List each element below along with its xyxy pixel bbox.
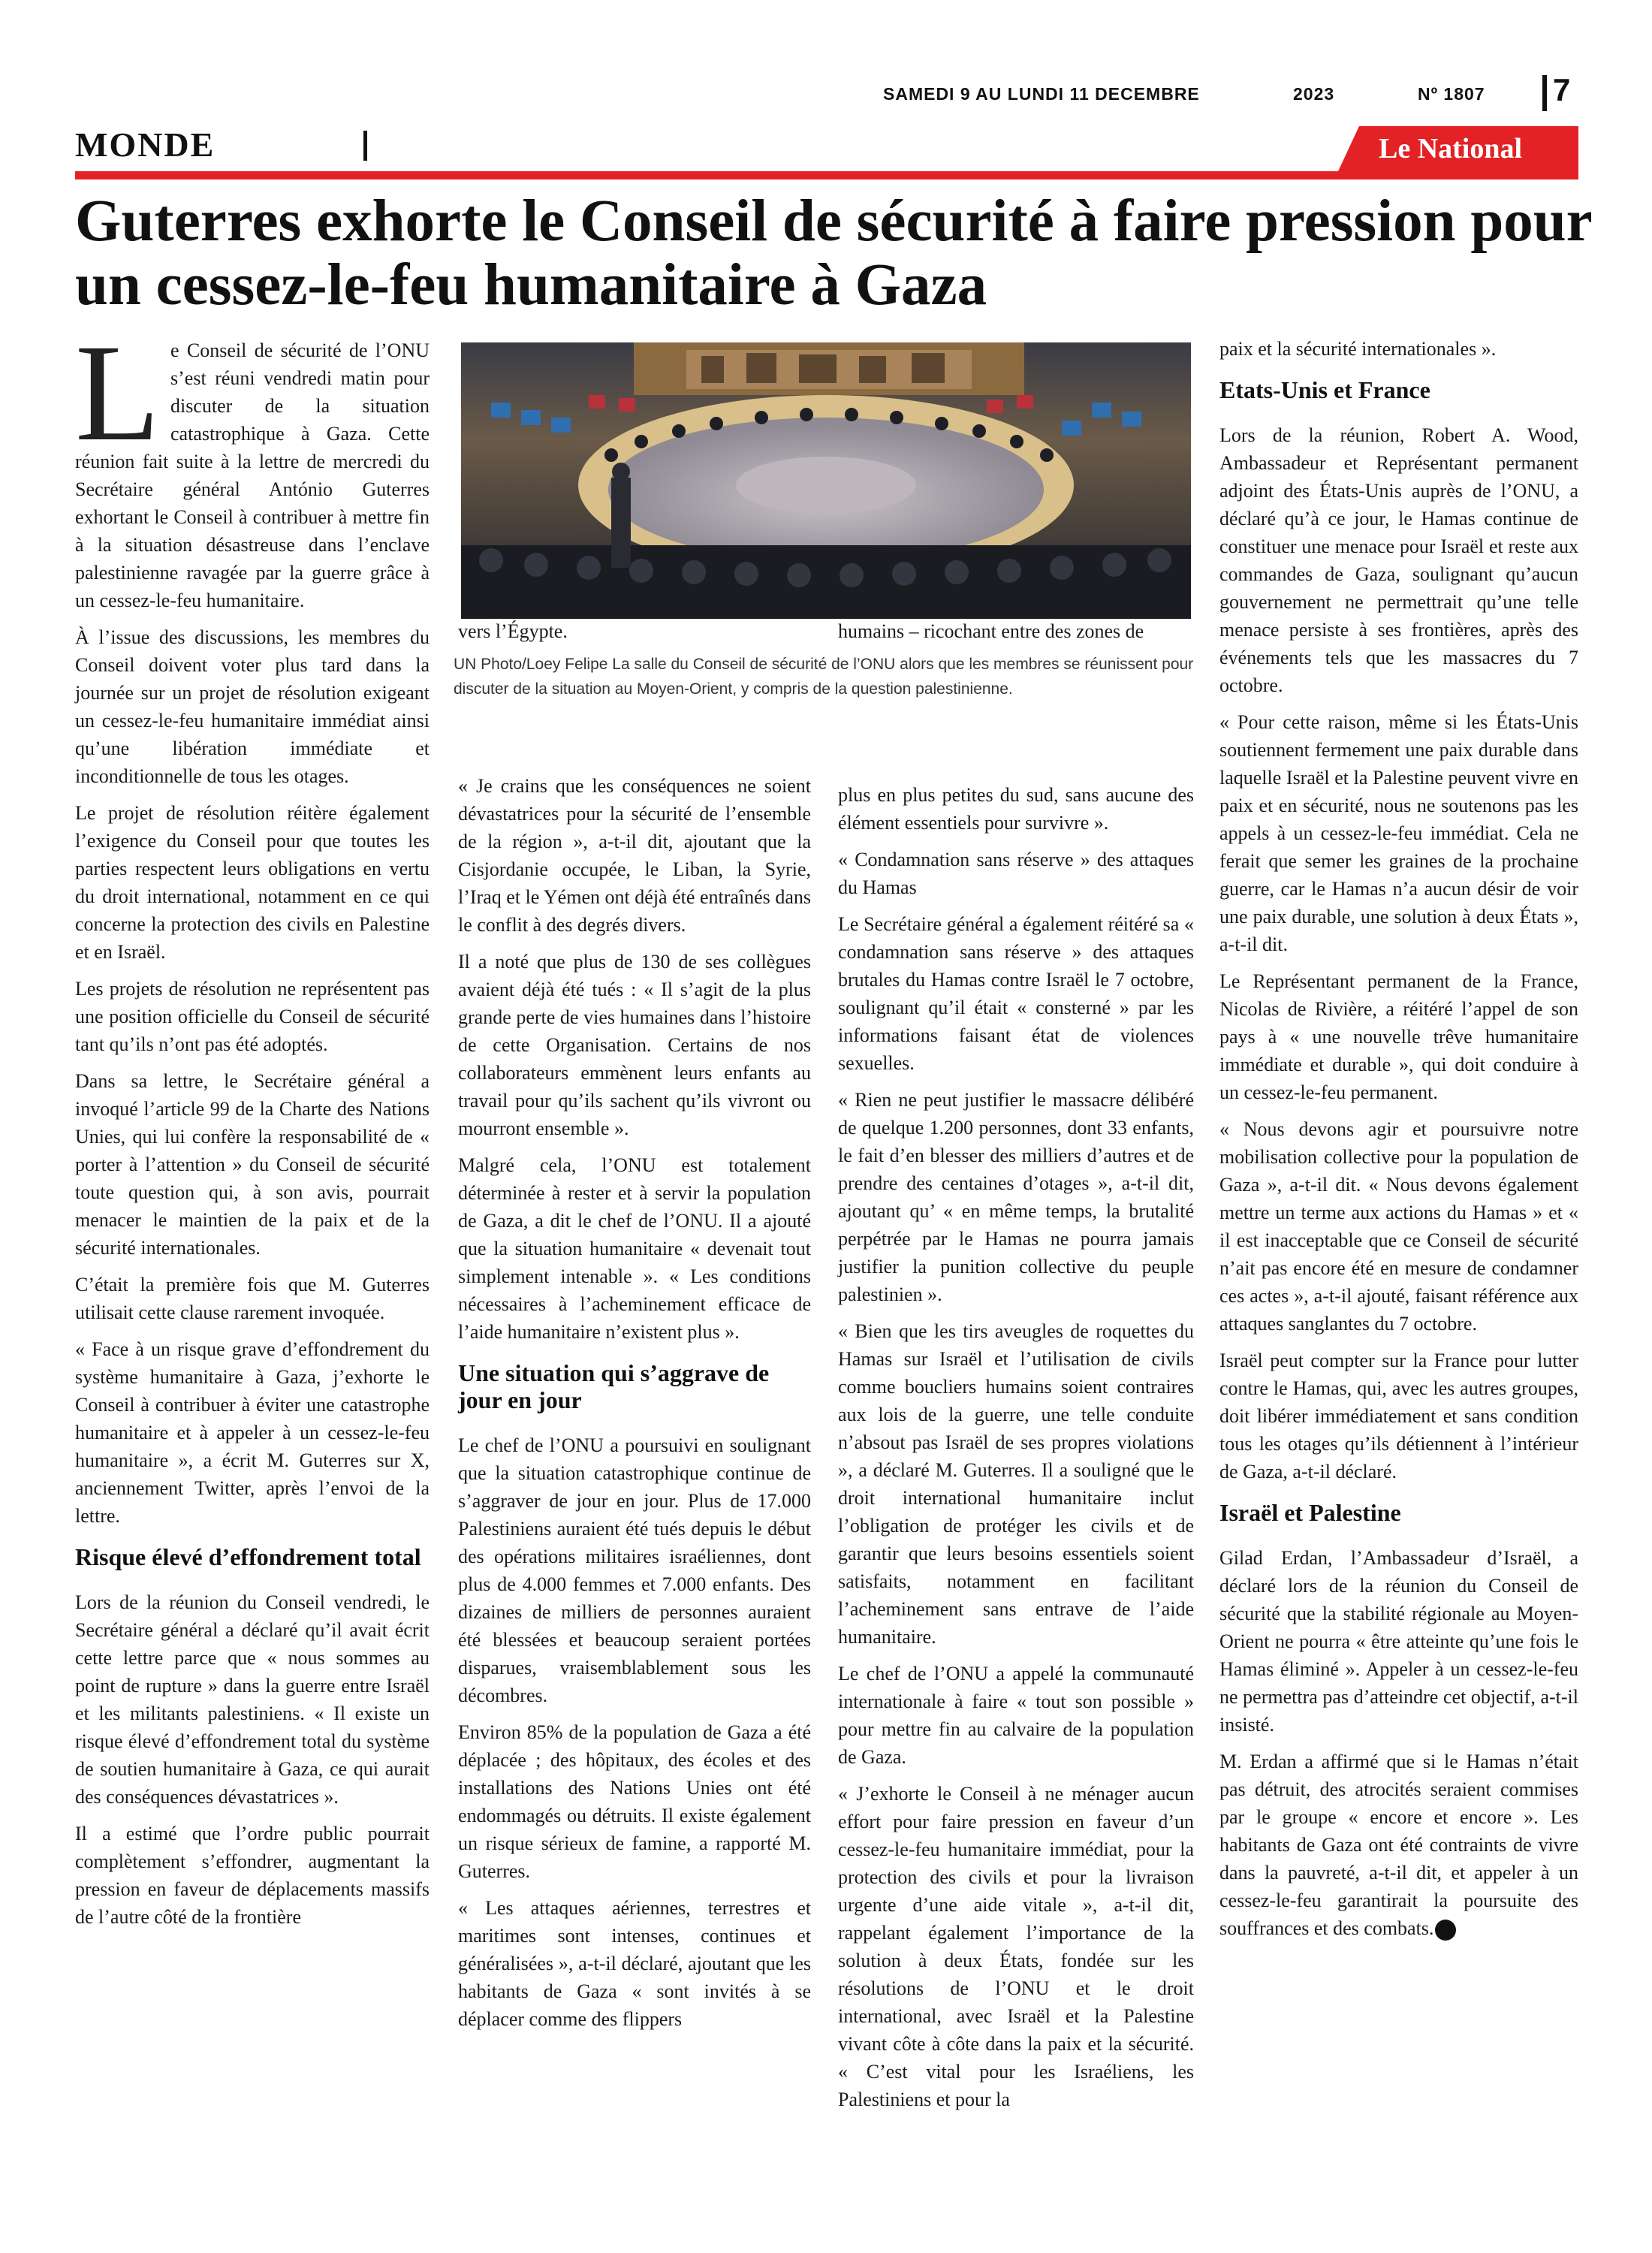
subheading-risk: Risque élevé d’effondrement total <box>75 1543 421 1570</box>
paragraph: Le chef de l’ONU a appelé la communauté internationale à faire « tout son possible » pour mettre fin au calvaire de la population de Gaza. <box>838 1663 1194 1768</box>
issue-year: 2023 <box>1293 84 1335 104</box>
paragraph: Malgré cela, l’ONU est totalement déterminée à rester et à servir la population de Gaza, a dit le chef de l’ONU. Il a ajouté que la situation humanitaire « devenait tout simplement intenable ». « Les conditions nécessaires à l’acheminement efficace de l’aide humanitaire n’existent plus ». <box>458 1154 811 1343</box>
paragraph: paix et la sécurité internationales ». <box>1219 338 1497 360</box>
paragraph: Le projet de résolution réitère également l’exigence du Conseil pour que toutes les parties respectent leurs obligations en vertu du droit international, notamment en ce qui concerne la protection des civils en Palestine et en Israël. <box>75 802 430 963</box>
photo-overlap-text-right: humains – ricochant entre des zones de <box>838 620 1144 642</box>
final-paragraph-text: M. Erdan a affirmé que si le Hamas n’était pas détruit, des atrocités seraient commises par le groupe « encore et encore ». Les habitants de Gaza ont été contraints de vivre dans la pauvreté, a-t-il dit, et appeler à un cessez-le-feu garantirait la poursuite des souffrances et des combats. <box>1219 1751 1578 1939</box>
page-number: 7 <box>1553 72 1571 107</box>
newspaper-brand: Le National <box>1379 133 1523 164</box>
paragraph: Le Secrétaire général a également réitéré sa « condamnation sans réserve » des attaques brutales du Hamas contre Israël le 7 octobre, soulignant qu’il était « consterné » par les informations faisant état de violences sexuelles. <box>838 913 1194 1074</box>
security-council-photo <box>461 342 1191 619</box>
final-paragraph <box>1219 1748 1578 1942</box>
paragraph: « Rien ne peut justifier le massacre délibéré de quelque 1.200 personnes, dont 33 enfants, le fait d’en blesser des milliers d’autres et de prendre des centaines d’otages », a-t-il dit, ajoutant qu’ « en même temps, la brutalité perpétrée par le Hamas ne pourra jamais justifier la punition collective du peuple palestinien ». <box>838 1089 1194 1305</box>
paragraph: « Bien que les tirs aveugles de roquettes du Hamas sur Israël et l’utilisation de civils comme boucliers humains soient contraires aux lois de la guerre, une telle conduite n’absout pas Israël de ses propres violations », a déclaré M. Guterres. Il a souligné que le droit international humanitaire inclut l’obligation de protéger les civils et de garantir que leurs besoins essentiels soient satisfaits, notamment en facilitant l’acheminement sans entrave de l’aide humanitaire. <box>838 1320 1194 1648</box>
paragraph: Lors de la réunion du Conseil vendredi, le Secrétaire général a déclaré qu’il avait écrit cette lettre parce que « nous sommes au point de rupture » dans la guerre entre Israël et les militants palestiniens. « Il existe un risque élevé d’effondrement total du système de soutien humanitaire à Gaza, ce qui aurait des conséquences dévastatrices ». <box>75 1591 430 1808</box>
lead-paragraph-text: e Conseil de sécurité de l’ONU s’est réuni vendredi matin pour discuter de la situation catastrophique à Gaza. Cette réunion fait suite à la lettre de mercredi du Secrétaire général António Guterres exhortant le Conseil à contribuer à mettre fin à la situation désastreuse dans l’enclave palestinienne ravagée par la guerre grâce à un cessez-le-feu humanitaire. <box>75 339 430 611</box>
drop-cap: L <box>75 316 161 470</box>
subheading-situation: Une situation qui s’aggrave de jour en jour <box>458 1359 770 1413</box>
article-column-2 <box>458 772 811 2042</box>
paragraph: À l’issue des discussions, les membres du Conseil doivent voter plus tard dans la journée sur un projet de résolution exigeant un cessez-le-feu humanitaire immédiat ainsi qu’une libération immédiate et inconditionnelle de tous les otages. <box>75 626 430 787</box>
paragraph: « Pour cette raison, même si les États-Unis soutiennent fermement une paix durable dans laquelle Israël et la Palestine peuvent vivre en paix et en sécurité, nous ne soutenons pas les appels à un cessez-le-feu immédiat. Cela ne ferait que semer les graines de la prochaine guerre, car le Hamas n’a aucun désir de voir une paix durable, une solution à deux États », a-t-il dit. <box>1219 711 1578 955</box>
article-headline: Guterres exhorte le Conseil de sécurité à faire pression pour un cessez-le-feu humanitaire à Gaza <box>75 189 1592 318</box>
paragraph: C’était la première fois que M. Guterres utilisait cette clause rarement invoquée. <box>75 1274 430 1323</box>
lead-paragraph <box>75 316 430 614</box>
photo-overlap-text-left: vers l’Égypte. <box>458 620 568 642</box>
paragraph: Lors de la réunion, Robert A. Wood, Ambassadeur et Représentant permanent adjoint des États-Unis auprès de l’ONU, a déclaré qu’à ce jour, le Hamas continue de constituer une menace pour Israël et reste aux commandes de Gaza, soulignant qu’aucun gouvernement ne permettrait qu’une telle menace persiste à ses frontières, après des événements tels que les massacres du 7 octobre. <box>1219 424 1578 696</box>
paragraph: plus en plus petites du sud, sans aucune des élément essentiels pour survivre ». <box>838 784 1194 834</box>
header-rule <box>75 171 1578 179</box>
page-number-divider <box>1542 75 1547 111</box>
issue-date: SAMEDI 9 AU LUNDI 11 DECEMBRE <box>883 84 1200 104</box>
paragraph: Environ 85% de la population de Gaza a été déplacée ; des hôpitaux, des écoles et des installations des Nations Unies ont été endommagés ou détruits. Il existe également un risque sérieux de famine, a rapporté M. Guterres. <box>458 1721 811 1882</box>
paragraph: Il a noté que plus de 130 de ses collègues avaient déjà été tués : « Il s’agit de la plus grande perte de vies humaines dans l’histoire de cette Organisation. Certains de nos collaborateurs emmènent leurs enfants au travail pour qu’ils sachent qu’ils vivront ou mourront ensemble ». <box>458 951 811 1139</box>
paragraph: Le chef de l’ONU a poursuivi en soulignant que la situation catastrophique continue de s’aggraver de jour en jour. Plus de 17.000 Palestiniens auraient été tués depuis le début des opérations militaires israéliennes, dont plus de 4.000 femmes et 7.000 enfants. Des dizaines de milliers de personnes auraient été blessées et beaucoup seraient portées disparues, vraisemblablement sous les décombres. <box>458 1434 811 1706</box>
paragraph: Le Représentant permanent de la France, Nicolas de Rivière, a réitéré l’appel de son pays à « une nouvelle trêve humanitaire immédiate et durable », qui doit conduire à un cessez-le-feu permanent. <box>1219 970 1578 1103</box>
issue-number: Nº 1807 <box>1418 84 1485 104</box>
paragraph: « Je crains que les conséquences ne soient dévastatrices pour la sécurité de l’ensemble de la région », a-t-il dit, ajoutant que la Cisjordanie occupée, le Liban, la Syrie, l’Iraq et le Yémen ont déjà été entraînés dans le conflit à des degrés divers. <box>458 775 811 936</box>
end-of-article-icon <box>1435 1920 1456 1941</box>
photo-caption: UN Photo/Loey Felipe La salle du Conseil de sécurité de l’ONU alors que les membres se réunissent pour discuter de la situation au Moyen-Orient, y compris de la question palestinienne. <box>454 656 1194 698</box>
section-divider <box>363 131 367 161</box>
paragraph: « Face à un risque grave d’effondrement du système humanitaire à Gaza, j’exhorte le Conseil à contribuer à éviter une catastrophe humanitaire et à appeler à un cessez-le-feu humanitaire », a écrit M. Guterres sur X, anciennement Twitter, après l’envoi de la lettre. <box>75 1338 430 1527</box>
section-label: MONDE <box>75 125 216 164</box>
subheading-israel-palestine: Israël et Palestine <box>1219 1499 1401 1526</box>
article-column-4 <box>1219 335 1578 1951</box>
paragraph: « Nous devons agir et poursuivre notre mobilisation collective pour la population de Gaza », a-t-il dit. « Nous devons également mettre un terme aux actions du Hamas » et « il est inacceptable que ce Conseil de sécurité n’ait pas encore été en mesure de condamner ces actes », a-t-il ajouté, faisant référence aux attaques sanglantes du 7 octobre. <box>1219 1118 1578 1335</box>
paragraph: « J’exhorte le Conseil à ne ménager aucun effort pour faire pression en faveur d’un cessez-le-feu humanitaire immédiat, pour la protection des civils et pour la livraison urgente d’une aide vitale », a-t-il dit, rappelant également l’importance de la solution à deux États, fondée sur les résolutions de l’ONU et le droit international, avec Israël et la Palestine vivant côte à côte dans la paix et la sécurité. « C’est vital pour les Israéliens, les Palestiniens et pour la <box>838 1783 1194 2110</box>
paragraph: Israël peut compter sur la France pour lutter contre le Hamas, qui, avec les autres groupes, doit libérer immédiatement et sans condition tous les otages qu’ils détiennent à l’intérieur de Gaza, a-t-il déclaré. <box>1219 1350 1578 1482</box>
paragraph: « Condamnation sans réserve » des attaques du Hamas <box>838 849 1194 898</box>
article-column-3 <box>838 781 1194 2122</box>
paragraph: « Les attaques aériennes, terrestres et maritimes sont intenses, continues et généralisées », a-t-il déclaré, ajoutant que les habitants de Gaza « sont invités à se déplacer comme des flippers <box>458 1897 811 2030</box>
paragraph: Dans sa lettre, le Secrétaire général a invoqué l’article 99 de la Charte des Nations Unies, qui lui confère la responsabilité de « porter à l’attention » du Conseil de sécurité toute question qui, à son avis, pourrait menacer le maintien de la paix et de la sécurité internationales. <box>75 1070 430 1259</box>
article-column-1 <box>75 316 430 1940</box>
paragraph: Gilad Erdan, l’Ambassadeur d’Israël, a déclaré lors de la réunion du Conseil de sécurité que la stabilité régionale au Moyen-Orient ne pourra « être atteinte qu’une fois le Hamas éliminé ». Appeler à un cessez-le-feu ne permettra pas d’atteindre cet objectif, a-t-il insisté. <box>1219 1547 1578 1736</box>
paragraph: Il a estimé que l’ordre public pourrait complètement s’effondrer, augmentant la pression en faveur de déplacements massifs de l’autre côté de la frontière <box>75 1823 430 1928</box>
paragraph: Les projets de résolution ne représentent pas une position officielle du Conseil de sécurité tant qu’ils n’ont pas été adoptés. <box>75 978 430 1055</box>
subheading-usa-france: Etats-Unis et France <box>1219 376 1430 403</box>
